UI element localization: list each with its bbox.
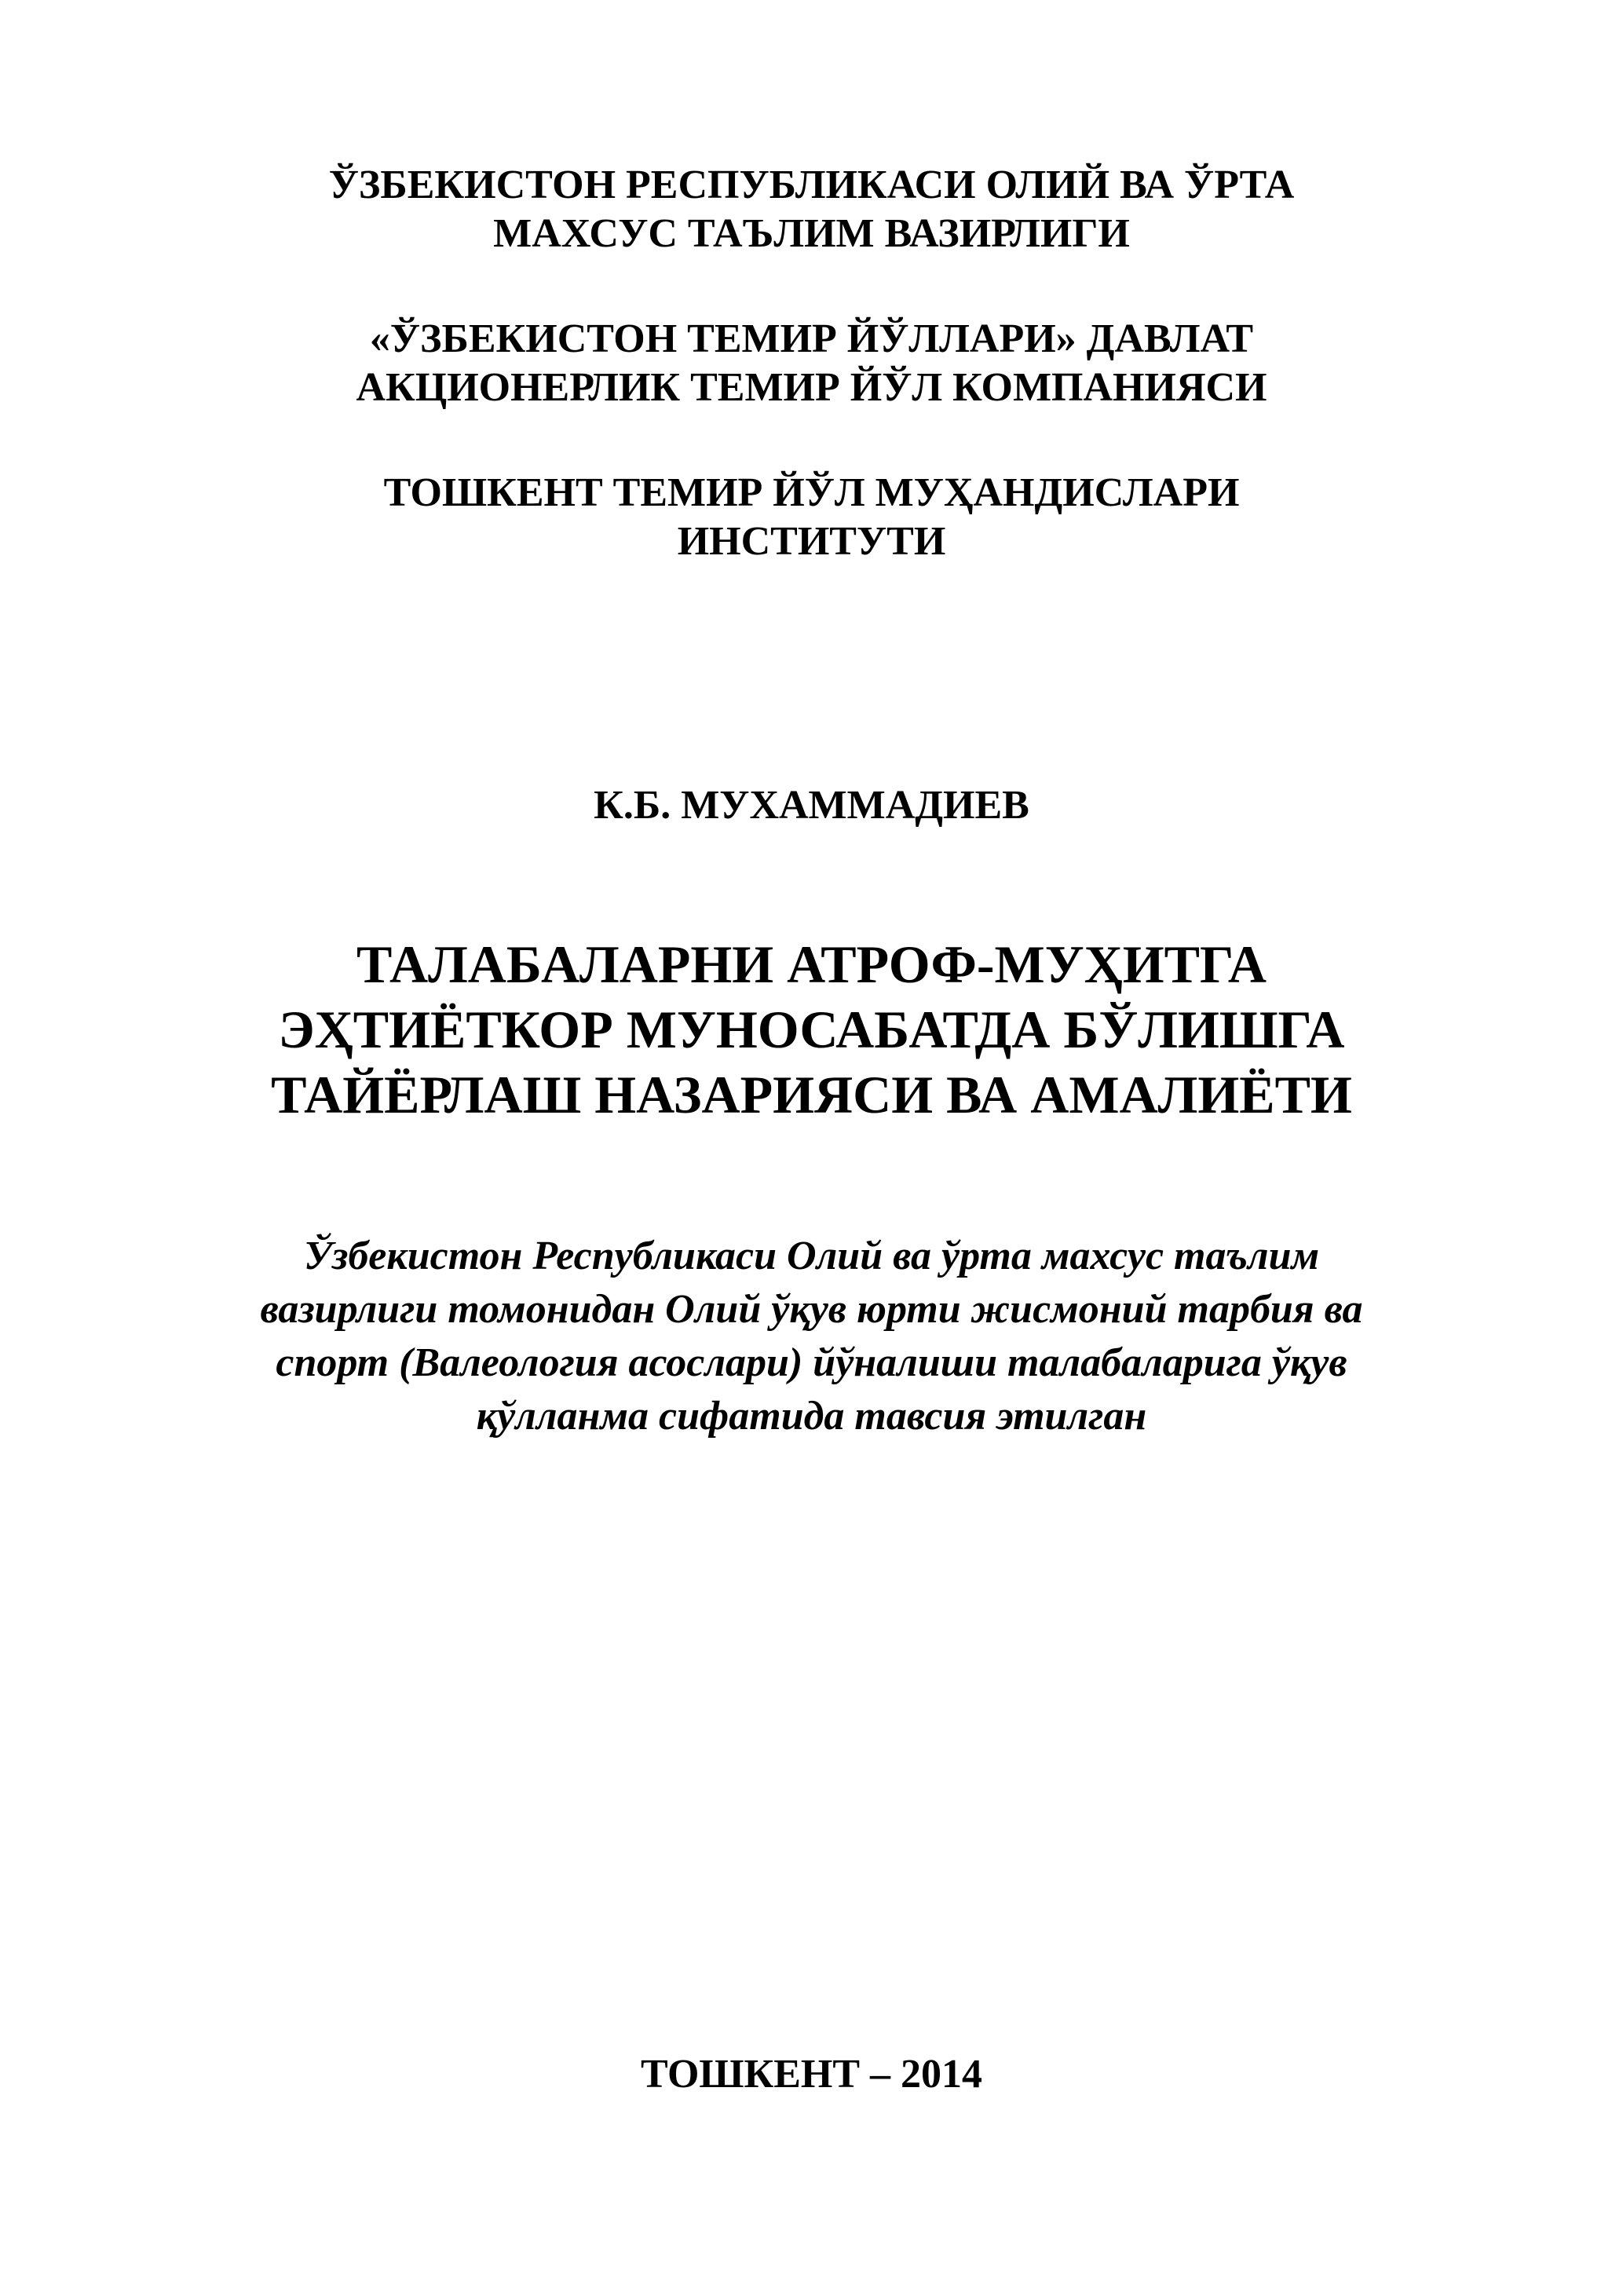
author-name: К.Б. МУХАММАДИЕВ <box>594 783 1029 828</box>
institute-line-2: ИНСТИТУТИ <box>677 519 946 564</box>
recommendation-line-3: спорт (Валеология асослари) йўналиши талабаларига ўқув <box>276 1340 1347 1385</box>
recommendation-line-1: Ўзбекистон Республикаси Олий ва ўрта махсус таълим <box>303 1234 1320 1278</box>
ministry-line-2: МАХСУС ТАЪЛИМ ВАЗИРЛИГИ <box>493 211 1130 256</box>
recommendation-line-4: қўлланма сифатида тавсия этилган <box>476 1394 1147 1439</box>
book-title-line-2: ЭҲТИЁТКОР МУНОСАБАТДА БЎЛИШГА <box>278 1000 1345 1059</box>
company-line-1: «ЎЗБЕКИСТОН ТЕМИР ЙЎЛЛАРИ» ДАВЛАТ <box>369 316 1254 361</box>
recommendation-line-2: вазирлиги томонидан Олий ўқув юрти жисмоний тарбия ва <box>260 1287 1363 1332</box>
book-title-line-1: ТАЛАБАЛАРНИ АТРОФ-МУҲИТГА <box>356 934 1267 994</box>
place-and-year: ТОШКЕНТ – 2014 <box>640 2052 983 2097</box>
book-title-line-3: ТАЙЁРЛАШ НАЗАРИЯСИ ВА АМАЛИЁТИ <box>271 1065 1352 1124</box>
ministry-line-1: ЎЗБЕКИСТОН РЕСПУБЛИКАСИ ОЛИЙ ВА ЎРТА <box>328 163 1295 207</box>
company-line-2: АКЦИОНЕРЛИК ТЕМИР ЙЎЛ КОМПАНИЯСИ <box>356 365 1267 410</box>
institute-line-1: ТОШКЕНТ ТЕМИР ЙЎЛ МУҲАНДИСЛАРИ <box>383 470 1240 515</box>
